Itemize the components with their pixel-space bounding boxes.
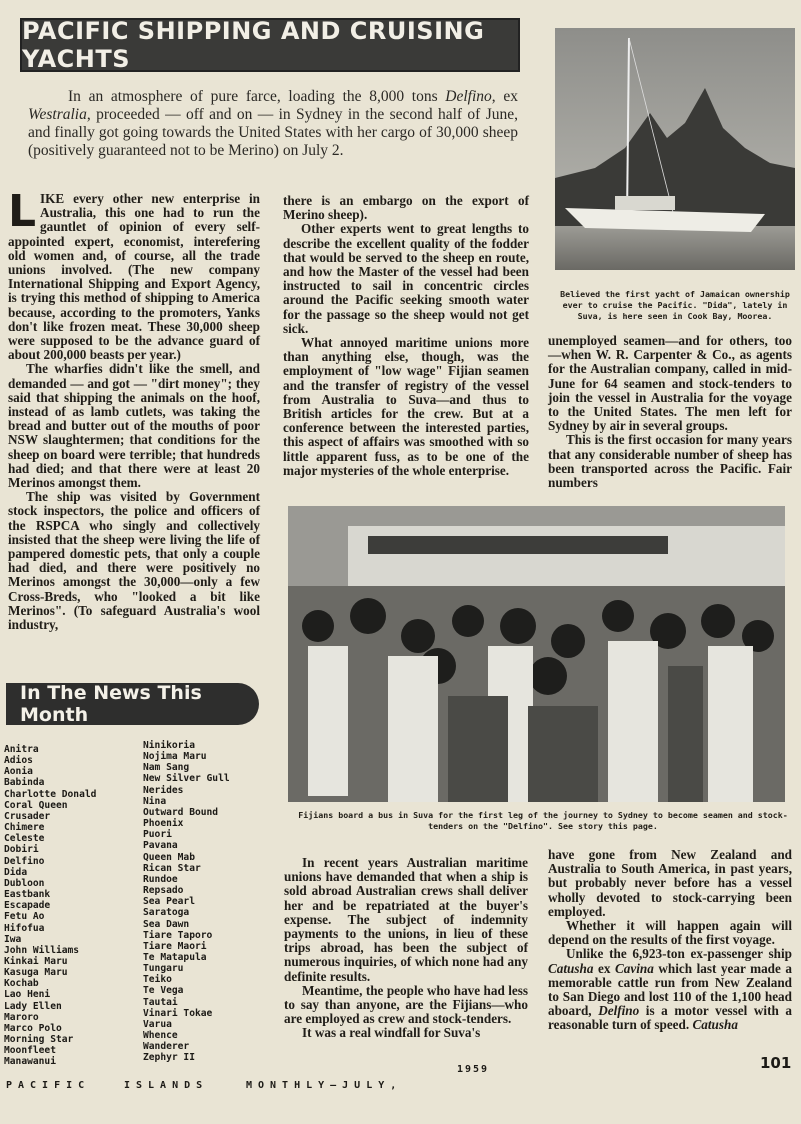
- news-vessel-name: Repsado: [143, 885, 184, 897]
- paragraph-text: is a motor vessel with a reasonable turn of speed.: [548, 1003, 792, 1033]
- news-vessel-name: Rundoe: [143, 873, 178, 885]
- news-vessel-name: Kinkai Maru: [4, 955, 68, 967]
- news-vessel-name: Celeste: [4, 833, 45, 845]
- news-vessel-name: Marco Polo: [4, 1022, 62, 1034]
- article-title: PACIFIC SHIPPING AND CRUISING YACHTS: [20, 18, 520, 72]
- news-vessel-name: Escapade: [4, 900, 51, 912]
- news-vessel-name: Nojima Maru: [143, 751, 207, 763]
- news-vessel-name: Nina: [143, 795, 167, 807]
- news-vessel-name: Kasuga Maru: [4, 967, 68, 979]
- drop-cap: L: [8, 186, 37, 237]
- news-vessel-name: Varua: [143, 1018, 172, 1030]
- news-vessel-name: Tiare Taporo: [143, 929, 213, 941]
- article-column-1: [8, 186, 260, 633]
- news-vessel-name: Ninikoria: [143, 740, 195, 751]
- news-vessel-name: Crusader: [4, 810, 51, 822]
- news-vessel-name: Te Matapula: [143, 951, 207, 963]
- news-vessel-name: Hifofua: [4, 922, 45, 934]
- bus-photo-caption: Fijians board a bus in Suva for the first leg of the journey to Sydney to become seamen and stock-tenders on the "Delfino". See story this page.: [298, 810, 788, 831]
- yacht-photo: [555, 28, 795, 270]
- news-box-title: In The News This Month: [6, 683, 259, 725]
- news-vessel-name: Eastbank: [4, 889, 51, 901]
- ship-name: Cavina: [614, 960, 654, 976]
- news-vessel-name: Chimere: [4, 822, 45, 834]
- news-vessel-name: Saratoga: [143, 907, 190, 919]
- footer-word-pacific: PACIFIC: [6, 1080, 91, 1091]
- news-vessel-name: Adios: [4, 755, 33, 767]
- paragraph: Meantime, the people who have had less to say than anyone, are the Fijians—who are employed as crew and stock-tenders.: [284, 982, 528, 1027]
- footer-word-islands: ISLANDS: [124, 1080, 209, 1091]
- news-vessel-name: Delfino: [4, 855, 45, 867]
- news-vessel-name: Maroro: [4, 1011, 39, 1023]
- news-vessel-name: Vinari Tokae: [143, 1007, 213, 1019]
- paragraph: there is an embargo on the export of Merino sheep).: [283, 193, 529, 223]
- ship-name: Delfino: [598, 1003, 640, 1019]
- footer-year: 1959: [457, 1064, 490, 1075]
- news-vessel-name: Babinda: [4, 777, 45, 789]
- news-vessel-name: Nerides: [143, 784, 184, 796]
- intro-ex-name: Westralia: [28, 106, 87, 123]
- paragraph: The ship was visited by Government stock inspectors, the police and officers of the RSPCA who singly and collectively insisted that the sheep were living the life of pampered domestic pets, that only a couple had died, and there were positively no Merinos amongst the 30,000—only a few Cross-Breds, who "looked a bit like Merinos". (To safeguard Australia's wool industry,: [8, 489, 260, 633]
- paragraph: It was a real windfall for Suva's: [302, 1025, 481, 1041]
- paragraph-text: Unlike the 6,923-ton ex-passenger ship: [566, 946, 792, 962]
- news-vessel-name: Puori: [143, 829, 172, 841]
- news-vessel-name: Queen Mab: [143, 851, 195, 863]
- news-vessel-name: Anitra: [4, 744, 39, 755]
- news-vessel-name: Te Vega: [143, 985, 184, 997]
- news-vessel-name: Fetu Ao: [4, 911, 45, 923]
- ship-name: Catusha: [548, 960, 594, 976]
- paragraph-text: which last year made a memorable cattle run from New Zealand to San Diego and lost 110 of the 1,100 head aboard,: [548, 960, 792, 1019]
- news-vessel-name: Kochab: [4, 978, 39, 990]
- intro-text: , proceeded — off and on — in Sydney in the second half of June, and finally got going towards the United States with her cargo of 30,000 sheep (positively guaranteed not to be Merino) on July 2.: [28, 106, 518, 159]
- news-vessel-name: New Silver Gull: [143, 773, 230, 785]
- news-vessel-name: Teiko: [143, 974, 172, 986]
- article-column-4: [284, 856, 528, 1041]
- news-vessel-name: Coral Queen: [4, 799, 68, 811]
- news-vessel-name: Phoenix: [143, 818, 184, 830]
- paragraph: This is the first occasion for many years that any considerable number of sheep has been transported across the Pacific. Fair numbers: [548, 432, 792, 491]
- paragraph: Other experts went to great lengths to describe the excellent quality of the fodder that would be served to the sheep en route, and how the Master of the vessel had been instructed to sail in concentric circles around the Pacific seeking smooth water for the passage so the sheep would not get sick.: [283, 221, 529, 336]
- news-vessel-name: Whence: [143, 1030, 178, 1042]
- news-vessel-name: Tiare Maori: [143, 940, 207, 952]
- news-vessel-name: Charlotte Donald: [4, 788, 97, 800]
- footer-word-monthly-july: MONTHLY—JULY,: [246, 1080, 403, 1091]
- intro-ship-name: Delfino: [445, 88, 492, 105]
- news-vessel-name: Tautai: [143, 996, 178, 1008]
- paragraph: In recent years Australian maritime unions have demanded that when a ship is sold abroad Australian crews shall deliver her and be repatriated at the buyer's expense. The subject of indemnity payments to the unions, in lieu of these trips abroad, has been the subject of numerous inquiries, of which none had any definite results.: [284, 855, 528, 984]
- news-vessel-name: Tungaru: [143, 963, 184, 975]
- news-vessel-name: Outward Bound: [143, 806, 219, 818]
- article-column-2: [283, 194, 529, 478]
- paragraph: have gone from New Zealand and Australia to South America, in past years, but probably never before has a vessel wholly devoted to stock-carrying been employed.: [548, 847, 792, 919]
- yacht-photo-illustration: [555, 28, 795, 270]
- intro-text: , ex: [491, 88, 518, 105]
- news-vessel-name: Lao Heni: [4, 989, 51, 1001]
- news-vessel-name: Morning Star: [4, 1034, 74, 1046]
- news-vessel-name: Iwa: [4, 933, 22, 945]
- news-vessel-name: Moonfleet: [4, 1045, 56, 1057]
- news-names-column-2: [143, 740, 273, 1064]
- paragraph: What annoyed maritime unions more than anything else, though, was the employment of "low wage" Fijian seamen and the transfer of registry of the vessel from Australia to Suva—and thus to British articles for the crew. But at a conference between the interested parties, this aspect of affairs was smoothed with so little apparent fuss, as to be one of the major mysteries of the whole enterprise.: [283, 335, 529, 478]
- paragraph: The wharfies didn't like the smell, and demanded — and got — "dirt money"; they said that shipping the animals on the hoof, instead of as lamb cutlets, was taking the bread and butter out of the mouths of poor NSW slaughtermen; that conditions for the sheep on board were terrible; that hundreds had died; and that there were at least 20 Merinos amongst them.: [8, 361, 260, 491]
- bus-photo: [288, 506, 785, 802]
- news-vessel-name: Aonia: [4, 766, 33, 778]
- paragraph-text: ex: [593, 960, 615, 976]
- paragraph: unemployed seamen—and for others, too—when W. R. Carpenter & Co., as agents for the Australian company, called in mid-June for 64 seamen and stock-tenders to join the vessel in Australia for the voyage to the United States. The men left for Sydney by air in several groups.: [548, 333, 792, 434]
- news-vessel-name: Pavana: [143, 840, 178, 852]
- news-vessel-name: Nam Sang: [143, 762, 190, 774]
- news-vessel-name: Wanderer: [143, 1041, 190, 1053]
- news-vessel-name: Dubloon: [4, 877, 45, 889]
- article-column-5: [548, 848, 792, 1033]
- paragraph: IKE every other new enterprise in Australia, this one had to run the gauntlet of opinion of every self-appointed expert, economist, interefering old women and, of course, all the trade unions involved. (The new company International Shipping and Export Agency, is trying this method of shipping to America because, according to the promoters, Yanks don't like frozen meat. These 30,000 sheep were supposed to be the advance guard of about 200,000 beasts per year.): [8, 191, 260, 363]
- news-names-column-1: [4, 744, 139, 1068]
- news-vessel-name: Dobiri: [4, 844, 39, 856]
- paragraph: Whether it will happen again will depend on the results of the first voyage.: [548, 918, 792, 948]
- news-vessel-name: John Williams: [4, 944, 80, 956]
- news-vessel-name: Zephyr II: [143, 1052, 195, 1064]
- article-column-3: [548, 334, 792, 490]
- news-vessel-name: Rican Star: [143, 862, 201, 874]
- news-vessel-name: Dida: [4, 866, 28, 878]
- intro-text: In an atmosphere of pure farce, loading the 8,000 tons: [68, 88, 446, 105]
- page-number: 101: [760, 1054, 792, 1072]
- news-vessel-name: Sea Dawn: [143, 918, 190, 930]
- news-vessel-name: Lady Ellen: [4, 1000, 62, 1012]
- article-intro: [28, 88, 518, 160]
- ship-name: Catusha: [692, 1017, 738, 1033]
- yacht-photo-caption: Believed the first yacht of Jamaican ownership ever to cruise the Pacific. "Dida", lately in Suva, is here seen in Cook Bay, Moorea.: [560, 289, 790, 321]
- news-vessel-name: Sea Pearl: [143, 896, 195, 908]
- news-vessel-name: Manawanui: [4, 1056, 56, 1068]
- bus-photo-illustration: [288, 506, 785, 802]
